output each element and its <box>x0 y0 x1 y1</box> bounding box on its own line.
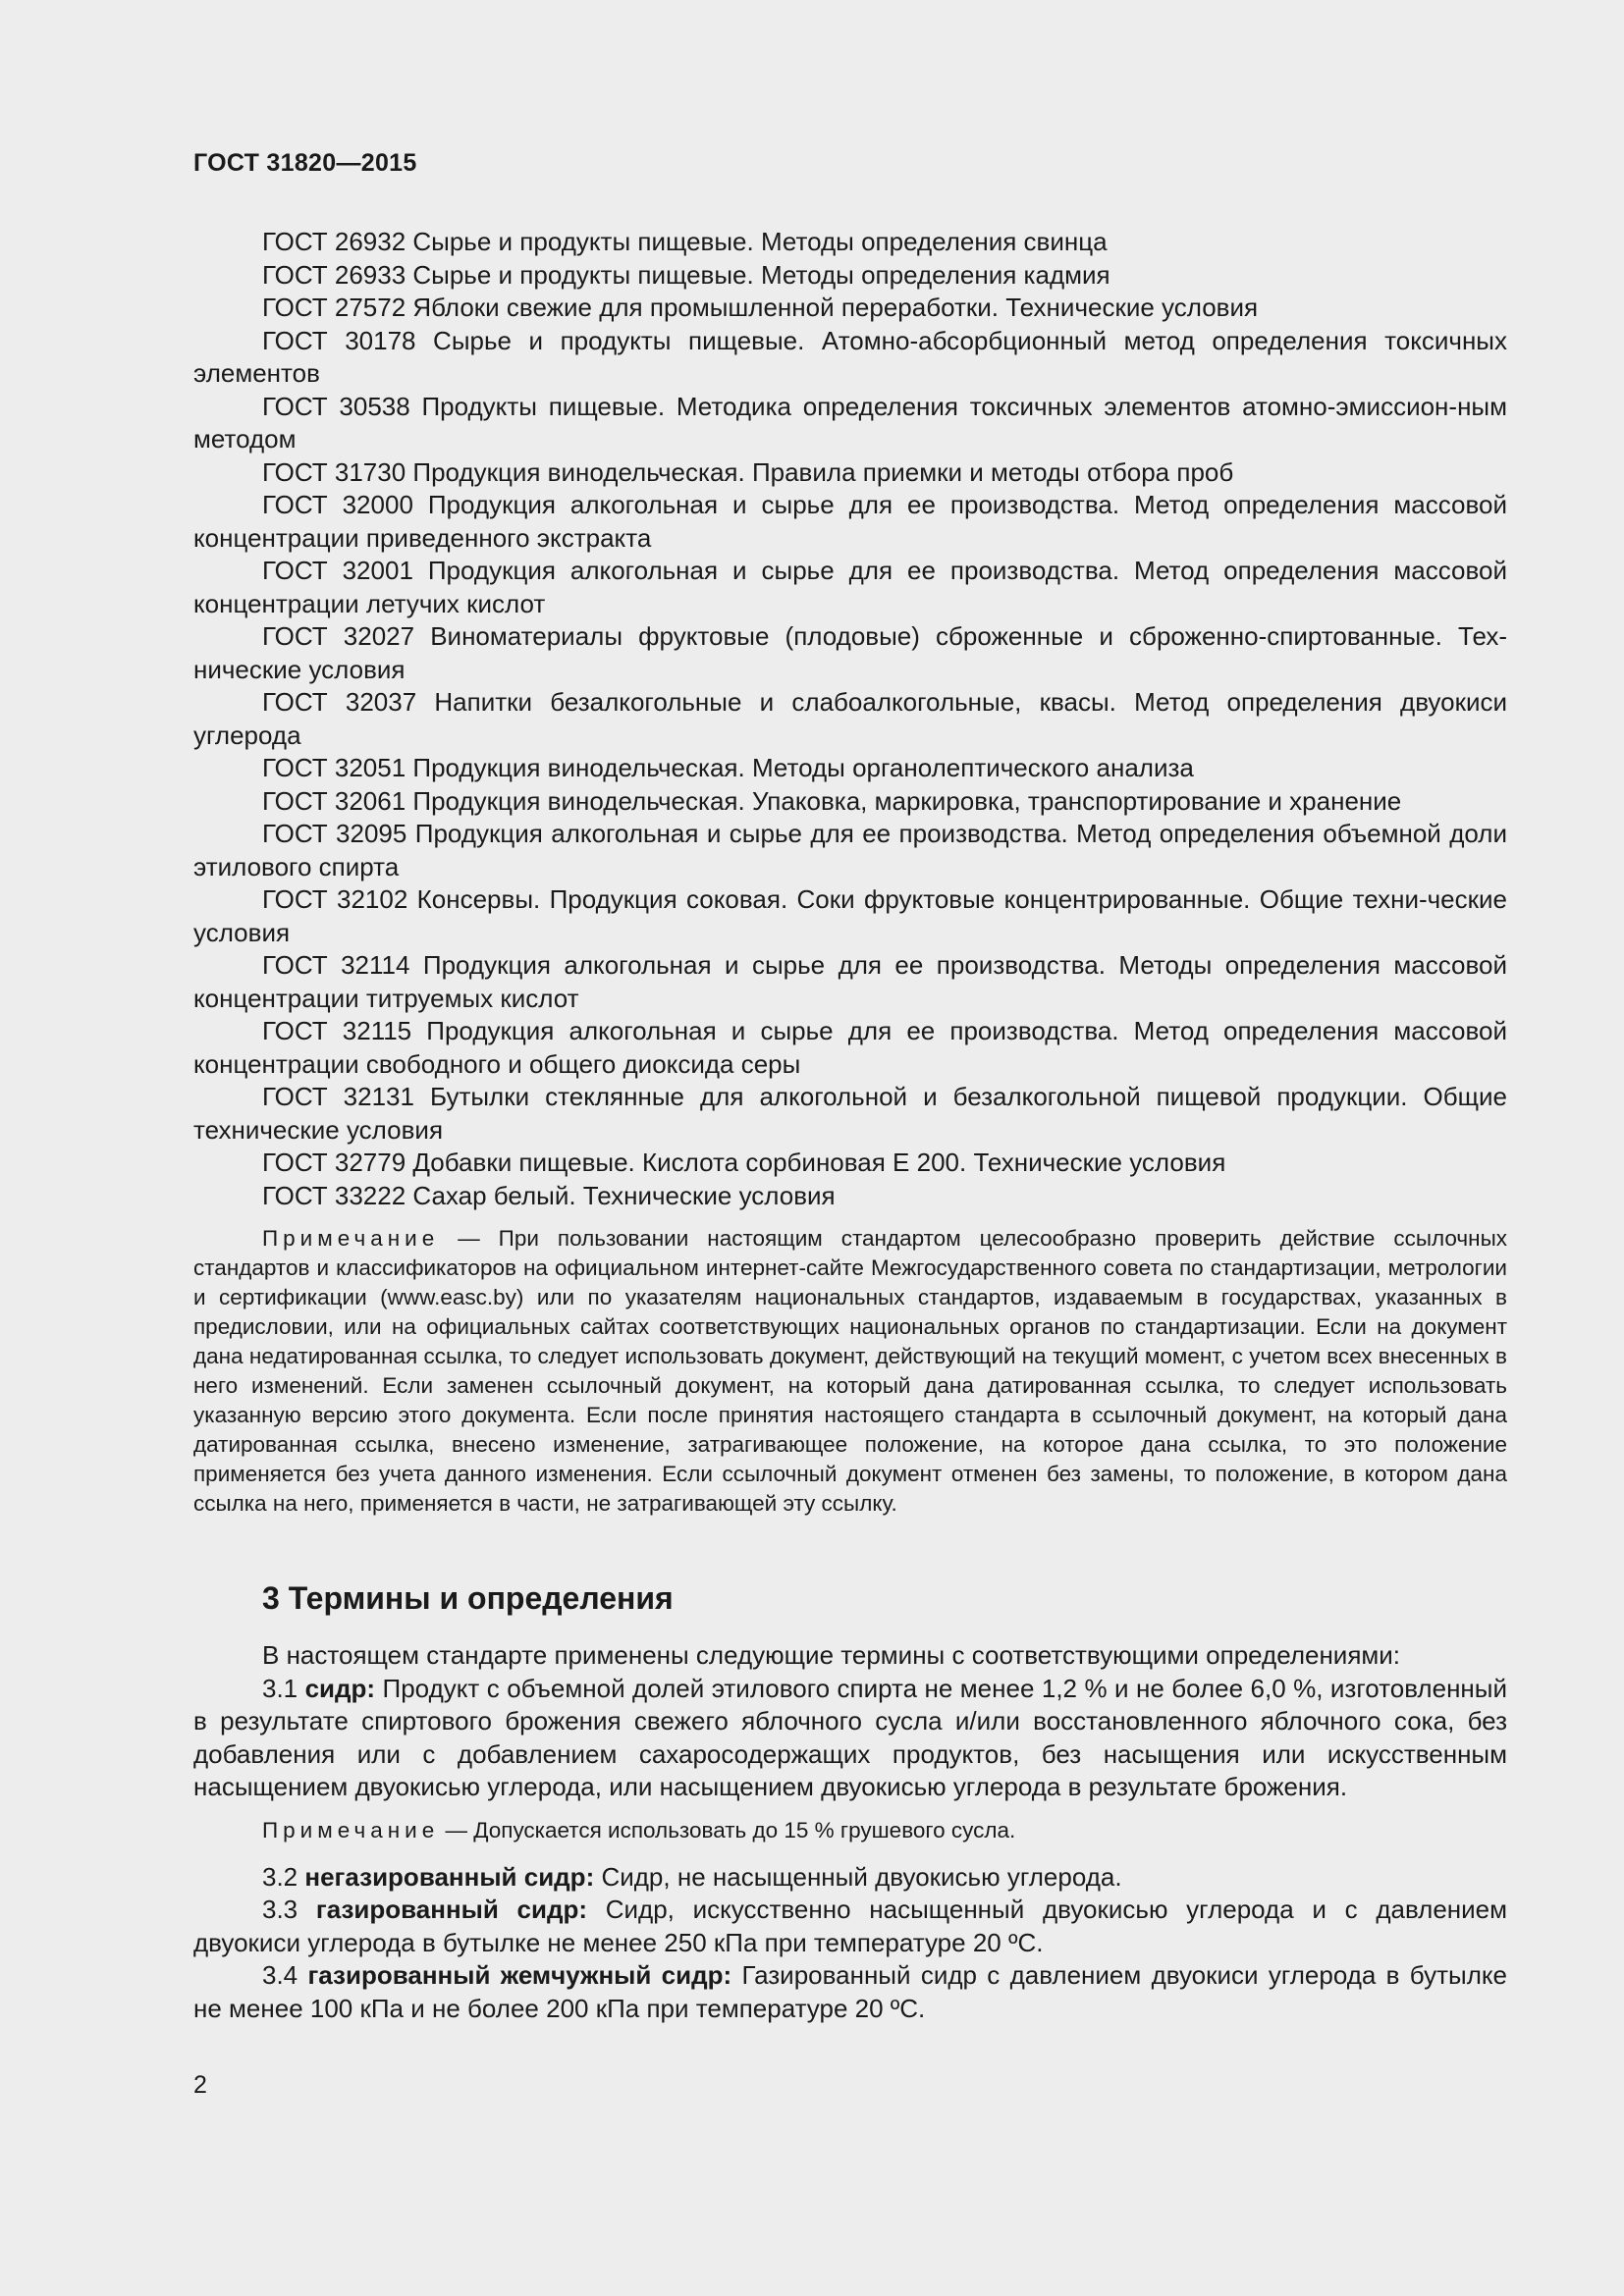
reference-item: ГОСТ 32131 Бутылки стеклянные для алкогольной и безалкогольной пищевой продукции. Общие технические условия <box>193 1082 1507 1145</box>
reference-item: ГОСТ 26933 Сырье и продукты пищевые. Методы определения кадмия <box>262 259 1110 290</box>
note-label: Примечание <box>262 1817 440 1842</box>
reference-note <box>193 1224 1507 1519</box>
section-title: 3 Термины и определения <box>262 1580 674 1616</box>
term-name: сидр: <box>304 1673 376 1703</box>
term-text: Сидр, искусственно насыщенный двуокисью углерода и с давлением двуокиси углерода в бутылке не менее 250 кПа при температуре 20 ºС. <box>193 1895 1508 1957</box>
term-definition <box>193 1894 1507 1959</box>
terms-intro: В настоящем стандарте применены следующие термины с соответствующими определениями: <box>262 1640 1401 1670</box>
reference-item: ГОСТ 30178 Сырье и продукты пищевые. Атомно-абсорбционный метод определения токсичных элементов <box>193 325 1507 388</box>
term-definition <box>193 1673 1507 1804</box>
term-text: Сидр, не насыщенный двуокисью углерода. <box>594 1861 1122 1892</box>
term-note <box>193 1816 1507 1845</box>
term-definition <box>193 1959 1507 2025</box>
note-label: Примечание <box>262 1226 440 1251</box>
reference-item: ГОСТ 32001 Продукция алкогольная и сырье для ее производства. Метод определения массовой концентрации летучих кислот <box>193 556 1507 618</box>
reference-item: ГОСТ 31730 Продукция винодельческая. Правила приемки и методы отбора проб <box>262 456 1234 487</box>
page-number: 2 <box>193 2071 207 2099</box>
note-text: При пользовании настоящим стандартом целесообразно проверить действие ссылочных стандартов и классификаторов на официальном интернет-сайте Межгосударственного совета по стандартизации, метрологии и сертификации (www.easc.by) или по указателям национальных стандартов, издаваемым в государствах, указанных в предисловии, или на официальных сайтах соответствующих национальных органов по стандартизации. Если на документ дана недатированная ссылка, то следует использовать документ, действующий на текущий момент, с учетом всех внесенных в него изменений. Если заменен ссылочный документ, на который дана датированная ссылка, то следует использовать указанную версию этого документа. Если после принятия настоящего стандарта в ссылочный документ, на который дана датированная ссылка, внесено изменение, затрагивающее положение, на которое дана ссылка, то это положение применяется без учета данного изменения. Если ссылочный документ отменен без замены, то положение, в котором дана ссылка на него, применяется в части, не затрагивающей эту ссылку. <box>193 1226 1507 1516</box>
term-number: 3.3 <box>262 1895 316 1924</box>
reference-item: ГОСТ 32115 Продукция алкогольная и сырье для ее производства. Метод определения массовой концентрации свободного и общего диоксида серы <box>193 1016 1507 1079</box>
term-name: газированный сидр: <box>315 1895 588 1924</box>
term-number: 3.4 <box>262 1960 308 1990</box>
term-name: газированный жемчужный сидр: <box>307 1960 732 1990</box>
reference-item: ГОСТ 32095 Продукция алкогольная и сырье для ее производства. Метод определения объемной доли этилового спирта <box>193 819 1507 881</box>
terms-section <box>193 1639 1507 2025</box>
note-text: Допускается использовать до 15 % грушевого сусла. <box>473 1817 1016 1842</box>
term-name: негазированный сидр: <box>304 1861 595 1892</box>
note-dash: — <box>439 1817 474 1842</box>
reference-item: ГОСТ 32061 Продукция винодельческая. Упаковка, маркировка, транспортирование и хранение <box>262 785 1402 816</box>
term-text: Газированный сидр с давлением двуокиси углерода в бутылке не менее 100 кПа и не более 200 кПа при температуре 20 ºС. <box>193 1960 1507 2023</box>
term-definition <box>193 1861 1507 1895</box>
note-dash: — <box>439 1226 499 1251</box>
reference-item: ГОСТ 32027 Виноматериалы фруктовые (плодовые) сброженные и сброженно-спиртованные. Тех-нические условия <box>193 621 1507 684</box>
doc-header: ГОСТ 31820—2015 <box>193 149 417 177</box>
reference-item: ГОСТ 32114 Продукция алкогольная и сырье для ее производства. Методы определения массовой концентрации титруемых кислот <box>193 950 1507 1013</box>
reference-item: ГОСТ 32037 Напитки безалкогольные и слабоалкогольные, квасы. Метод определения двуокиси углерода <box>193 687 1507 750</box>
reference-item: ГОСТ 32779 Добавки пищевые. Кислота сорбиновая Е 200. Технические условия <box>262 1148 1226 1177</box>
term-number: 3.2 <box>262 1861 305 1892</box>
reference-item: ГОСТ 32051 Продукция винодельческая. Методы органолептического анализа <box>262 753 1194 782</box>
reference-item: ГОСТ 27572 Яблоки свежие для промышленной переработки. Технические условия <box>262 293 1259 322</box>
reference-item: ГОСТ 32000 Продукция алкогольная и сырье для ее производства. Метод определения массовой концентрации приведенного экстракта <box>193 490 1507 553</box>
reference-item: ГОСТ 32102 Консервы. Продукция соковая. Соки фруктовые концентрированные. Общие техни-ческие условия <box>193 884 1507 947</box>
term-text: Продукт с объемной долей этилового спирта не менее 1,2 % и не более 6,0 %, изготовленный в результате спиртового брожения свежего яблочного сусла и/или восстановленного яблочного сока, без добавления или с добавлением сахаросодержащих продуктов, без насыщения или искусственным насыщением двуокисью углерода, или насыщением двуокисью углерода в результате брожения. <box>193 1673 1507 1801</box>
reference-item: ГОСТ 26932 Сырье и продукты пищевые. Методы определения свинца <box>262 227 1108 256</box>
reference-item: ГОСТ 33222 Сахар белый. Технические условия <box>262 1180 836 1210</box>
reference-list <box>193 226 1507 1212</box>
reference-item: ГОСТ 30538 Продукты пищевые. Методика определения токсичных элементов атомно-эмиссион-ным методом <box>193 391 1507 454</box>
term-number: 3.1 <box>262 1673 305 1703</box>
